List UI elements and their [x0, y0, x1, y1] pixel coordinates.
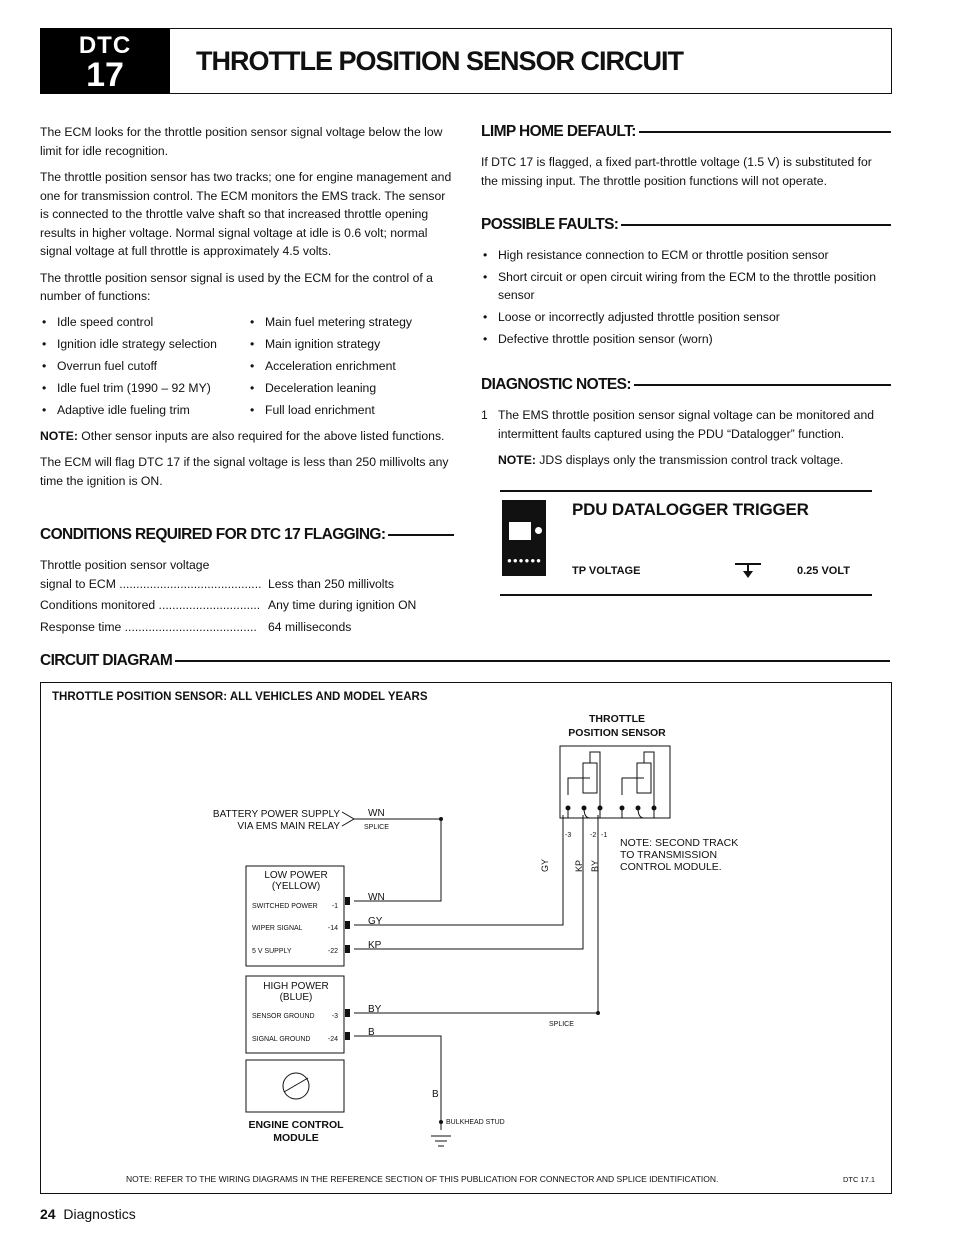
list-item: • Main fuel metering strategy [248, 313, 454, 331]
pin-name: SENSOR GROUND [252, 1013, 315, 1020]
list-item: • High resistance connection to ECM or throttle position sensor [481, 246, 891, 264]
pin-number: -22 [327, 948, 338, 955]
wire-kp [354, 815, 583, 949]
page-title: THROTTLE POSITION SENSOR CIRCUIT [196, 46, 684, 76]
wire-label: B [432, 1089, 439, 1100]
wire-b-ground [354, 1036, 441, 1130]
wire-label: GY [368, 916, 383, 927]
battery-arrow-icon [342, 812, 354, 826]
wire-by [354, 815, 598, 1013]
wire-label: WN [368, 808, 385, 819]
ecm-label: MODULE [273, 1132, 319, 1144]
pin-name: SIGNAL GROUND [252, 1036, 311, 1043]
pdu-device-icon: ●●●●●● [502, 500, 546, 576]
pdu-parameter: TP VOLTAGE [572, 565, 641, 577]
wire-label: BY [590, 859, 600, 872]
limp-home-text: If DTC 17 is flagged, a fixed part-throttle voltage (1.5 V) is substituted for the missing input. The throttle position functions will not operate. [481, 155, 872, 188]
list-item: • Short circuit or open circuit wiring from the ECM to the throttle position sensor [481, 268, 891, 304]
dtc-label: DTC [78, 32, 132, 59]
sensor-title: THROTTLE [589, 713, 645, 725]
pin-number: -24 [327, 1036, 338, 1043]
ecm-label: ENGINE CONTROL [248, 1119, 344, 1131]
condition-label: Conditions monitored .............................. [40, 598, 261, 612]
list-item: • Acceleration enrichment [248, 357, 454, 375]
condition-value: 64 milliseconds [268, 619, 352, 634]
intro-paragraph: The ECM looks for the throttle position sensor signal voltage below the low limit for idle recognition. [40, 125, 443, 158]
footer-note: NOTE: REFER TO THE WIRING DIAGRAMS IN THE REFERENCE SECTION OF THIS PUBLICATION FOR CONNECTOR AND SPLICE IDENTIFICATION. [126, 1174, 719, 1184]
wire-wn [354, 819, 441, 901]
list-item: • Full load enrichment [248, 401, 454, 419]
high-power-label: HIGH POWER [263, 981, 329, 992]
section-name: Diagnostics [63, 1206, 136, 1222]
list-item: • Deceleration leaning [248, 379, 454, 397]
high-power-label: (BLUE) [279, 992, 313, 1003]
page-number: 24 [40, 1206, 56, 1222]
pin-name: 5 V SUPPLY [252, 948, 292, 955]
battery-label: BATTERY POWER SUPPLY [212, 809, 340, 820]
list-item: • Idle speed control [40, 313, 248, 331]
pdu-title: PDU DATALOGGER TRIGGER [572, 500, 809, 519]
wire-label: GY [540, 858, 550, 872]
list-item: • Loose or incorrectly adjusted throttle position sensor [481, 308, 891, 326]
sensor-pin: -2 [590, 832, 597, 839]
wire-label: KP [574, 859, 584, 872]
pin-name: WIPER SIGNAL [252, 925, 303, 932]
note-text: Other sensor inputs are also required for the above listed functions. [77, 428, 445, 443]
diagnostic-note-text: The EMS throttle position sensor signal voltage can be monitored and intermittent faults captured using the PDU “Datalogger” function. [498, 408, 874, 441]
limp-home-heading-text: LIMP HOME DEFAULT: [481, 123, 636, 140]
pin-number: -3 [331, 1013, 338, 1020]
note-label: NOTE: [498, 453, 536, 467]
sensor-description: The throttle position sensor has two tracks; one for engine management and one for transmission control. The ECM monitors the EMS track. The sensor is connected to the throttle valve shaft so that increased throttle opening results in higher voltage. Normal signal voltage at idle is 0.6 volt; normal signal voltage at full throttle is approximately 4.5 volts. [40, 170, 452, 258]
list-item: • Defective throttle position sensor (worn) [481, 330, 891, 348]
condition-value: Less than 250 millivolts [268, 576, 394, 591]
page-footer [40, 1206, 136, 1222]
second-track-note: TO TRANSMISSION [620, 849, 718, 861]
second-track-note: NOTE: SECOND TRACK [620, 837, 739, 849]
functions-intro: The throttle position sensor signal is used by the ECM for the control of a number of functions: [40, 270, 433, 303]
wire-label: WN [368, 892, 385, 903]
circuit-heading-text: CIRCUIT DIAGRAM [40, 652, 173, 669]
dtc-number: 17 [86, 56, 124, 94]
low-power-label: (YELLOW) [271, 881, 321, 892]
list-item: • Ignition idle strategy selection [40, 335, 248, 353]
pin-number: -14 [327, 925, 338, 932]
diagram-title: THROTTLE POSITION SENSOR: ALL VEHICLES AND MODEL YEARS [52, 691, 428, 703]
battery-label: VIA EMS MAIN RELAY [237, 821, 340, 832]
low-power-label: LOW POWER [264, 870, 328, 881]
ecm-symbol-icon [283, 1073, 309, 1099]
note-label: NOTE: [40, 428, 78, 443]
pdu-value: 0.25 VOLT [797, 565, 850, 577]
list-item: • Adaptive idle fueling trim [40, 401, 248, 419]
second-track-note: CONTROL MODULE. [620, 861, 722, 873]
pin-number: -1 [331, 903, 338, 910]
diagnostic-notes-heading-text: DIAGNOSTIC NOTES: [481, 376, 631, 393]
sensor-pin: -1 [601, 832, 608, 839]
list-item: • Overrun fuel cutoff [40, 357, 248, 375]
note-number: 1 [481, 408, 488, 422]
pin-name: SWITCHED POWER [252, 903, 318, 910]
figure-id: DTC 17.1 [843, 1175, 876, 1184]
sensor-pin: -3 [565, 832, 572, 839]
wire-gy [354, 815, 563, 925]
conditions-heading-text: CONDITIONS REQUIRED FOR DTC 17 FLAGGING: [40, 526, 386, 543]
condition-value: Any time during ignition ON [268, 598, 417, 612]
list-item: • Main ignition strategy [248, 335, 454, 353]
wire-label: KP [368, 940, 382, 951]
possible-faults-heading-text: POSSIBLE FAULTS: [481, 216, 619, 233]
condition-label: signal to ECM .......................................... [40, 576, 262, 591]
wire-label: B [368, 1027, 375, 1038]
sensor-title: POSITION SENSOR [568, 727, 666, 739]
flag-condition-paragraph: The ECM will flag DTC 17 if the signal voltage is less than 250 millivolts any time the ignition is ON. [40, 455, 449, 488]
conditions-intro: Throttle position sensor voltage [40, 558, 210, 572]
list-item: • Idle fuel trim (1990 – 92 MY) [40, 379, 248, 397]
splice-label: SPLICE [364, 824, 389, 831]
note-text: JDS displays only the transmission control track voltage. [535, 453, 844, 467]
wire-label: BY [368, 1004, 382, 1015]
splice-label: SPLICE [549, 1021, 574, 1028]
bulkhead-label: BULKHEAD STUD [446, 1119, 505, 1126]
condition-label: Response time ....................................... [40, 619, 257, 634]
